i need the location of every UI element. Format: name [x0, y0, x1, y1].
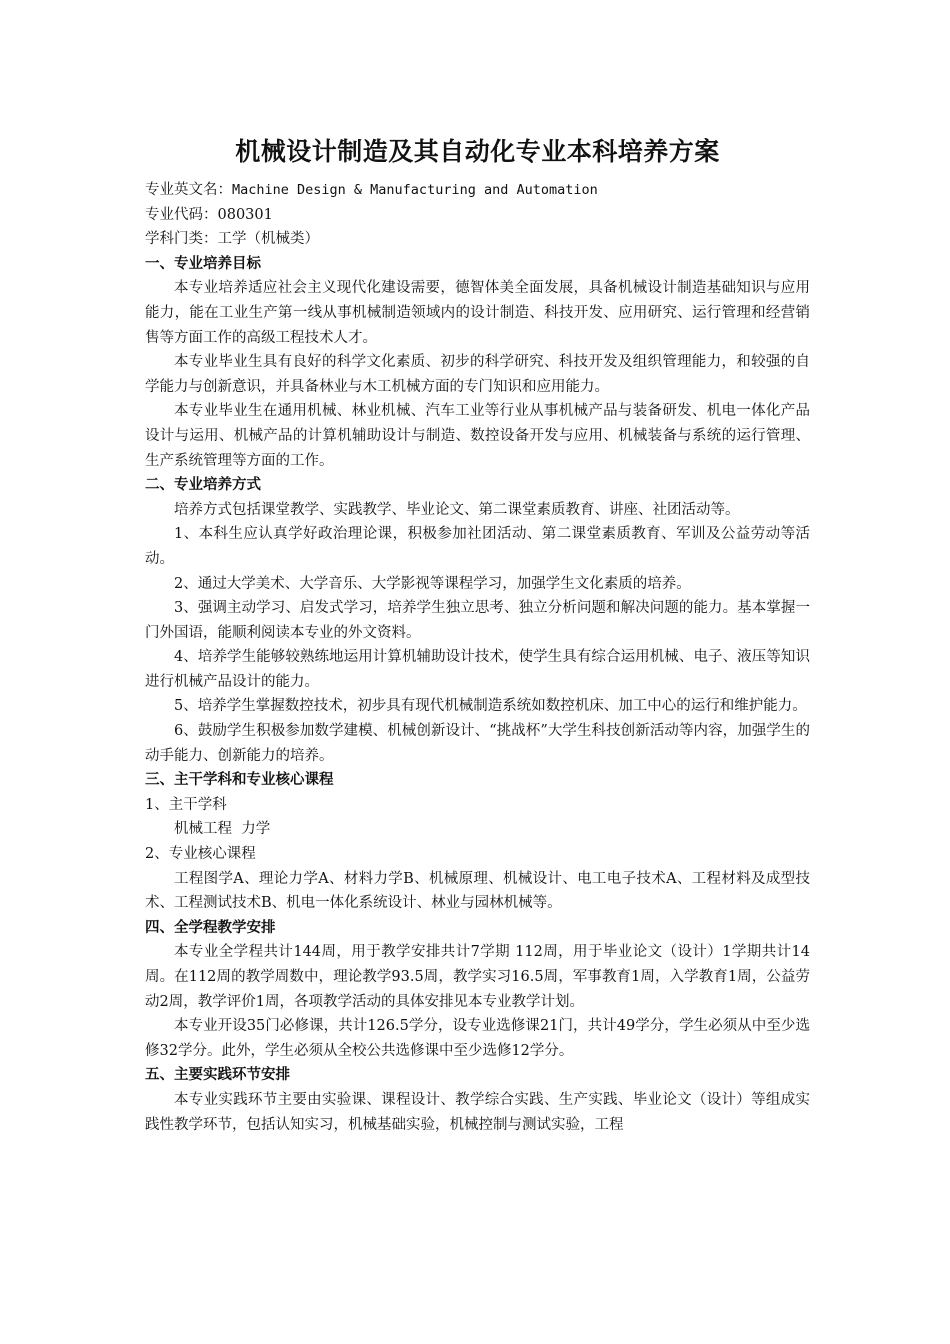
goals-paragraph-1: 本专业培养适应社会主义现代化建设需要，德智体美全面发展，具备机械设计制造基础知识与应用能力，能在工业生产第一线从事机械制造领域内的设计制造、科技开发、应用研究、运行管理和经营销售等方面工作的高级工程技术人才。 [145, 280, 810, 346]
methods-item-2: 2、通过大学美术、大学音乐、大学影视等课程学习，加强学生文化素质的培养。 [174, 575, 691, 592]
section-heading-practice: 五、主要实践环节安排 [145, 1067, 290, 1084]
section-heading-schedule: 四、全学程教学安排 [145, 919, 276, 936]
section-heading-methods: 二、专业培养方式 [145, 477, 261, 494]
document-title: 机械设计制造及其自动化专业本科培养方案 [235, 137, 720, 166]
section-heading-courses: 三、主干学科和专业核心课程 [145, 772, 334, 789]
practice-paragraph-1: 本专业实践环节主要由实验课、课程设计、教学综合实践、生产实践、毕业论文（设计）等组成实践性教学环节，包括认知实习，机械基础实验，机械控制与测试实验，工程 [145, 1091, 810, 1133]
english-name-label: 专业英文名： [145, 182, 232, 198]
discipline-category: 学科门类：工学（机械类） [145, 231, 319, 248]
schedule-paragraph-2: 本专业开设35门必修课，共计126.5学分，设专业选修课21门，共计49学分，学生必须从中至少选修32学分。此外，学生必须从全校公共选修课中至少选修12学分。 [145, 1018, 810, 1059]
methods-item-3: 3、强调主动学习、启发式学习，培养学生独立思考、独立分析问题和解决问题的能力。基本掌握一门外国语，能顺利阅读本专业的外文资料。 [145, 600, 810, 641]
core-courses-text: 工程图学A、理论力学A、材料力学B、机械原理、机械设计、电工电子技术A、工程材料及成型技术、工程测试技术B、机电一体化系统设计、林业与园林机械等。 [145, 870, 810, 912]
english-name-line [145, 178, 810, 203]
english-name-value: Machine Design & Manufacturing and Automation [232, 182, 598, 198]
methods-item-1: 1、本科生应认真学好政治理论课，积极参加社团活动、第二课堂素质教育、军训及公益劳动等活动。 [145, 526, 810, 567]
main-discipline-subheading: 1、主干学科 [145, 796, 227, 813]
goals-paragraph-3: 本专业毕业生在通用机械、林业机械、汽车工业等行业从事机械产品与装备研发、机电一体化产品设计与运用、机械产品的计算机辅助设计与制造、数控设备开发与应用、机械装备与系统的运行管理、生产系统管理等方面的工作。 [145, 403, 810, 469]
methods-intro: 培养方式包括课堂教学、实践教学、毕业论文、第二课堂素质教育、讲座、社团活动等。 [174, 501, 740, 518]
main-discipline-text: 机械工程 力学 [174, 821, 271, 838]
methods-item-6: 6、鼓励学生积极参加数学建模、机械创新设计、“挑战杯”大学生科技创新活动等内容，加强学生的动手能力、创新能力的培养。 [145, 723, 810, 764]
document-page [145, 132, 810, 1137]
methods-item-5: 5、培养学生掌握数控技术，初步具有现代机械制造系统如数控机床、加工中心的运行和维护能力。 [174, 698, 807, 715]
core-courses-subheading: 2、专业核心课程 [145, 846, 256, 863]
major-code: 专业代码：080301 [145, 206, 273, 223]
goals-paragraph-2: 本专业毕业生具有良好的科学文化素质、初步的科学研究、科技开发及组织管理能力，和较强的自学能力与创新意识，并具备林业与木工机械方面的专门知识和应用能力。 [145, 354, 810, 395]
methods-item-4: 4、培养学生能够较熟练地运用计算机辅助设计技术，使学生具有综合运用机械、电子、液压等知识进行机械产品设计的能力。 [145, 649, 810, 690]
schedule-paragraph-1: 本专业全学程共计144周，用于教学安排共计7学期 112周，用于毕业论文（设计）1学期共计14周。在112周的教学周数中，理论教学93.5周，教学实习16.5周，军事教育1周，入学教育1周，公益劳动2周，教学评价1周，各项教学活动的具体安排见本专业教学计划。 [145, 944, 810, 1010]
section-heading-goals: 一、专业培养目标 [145, 255, 261, 272]
